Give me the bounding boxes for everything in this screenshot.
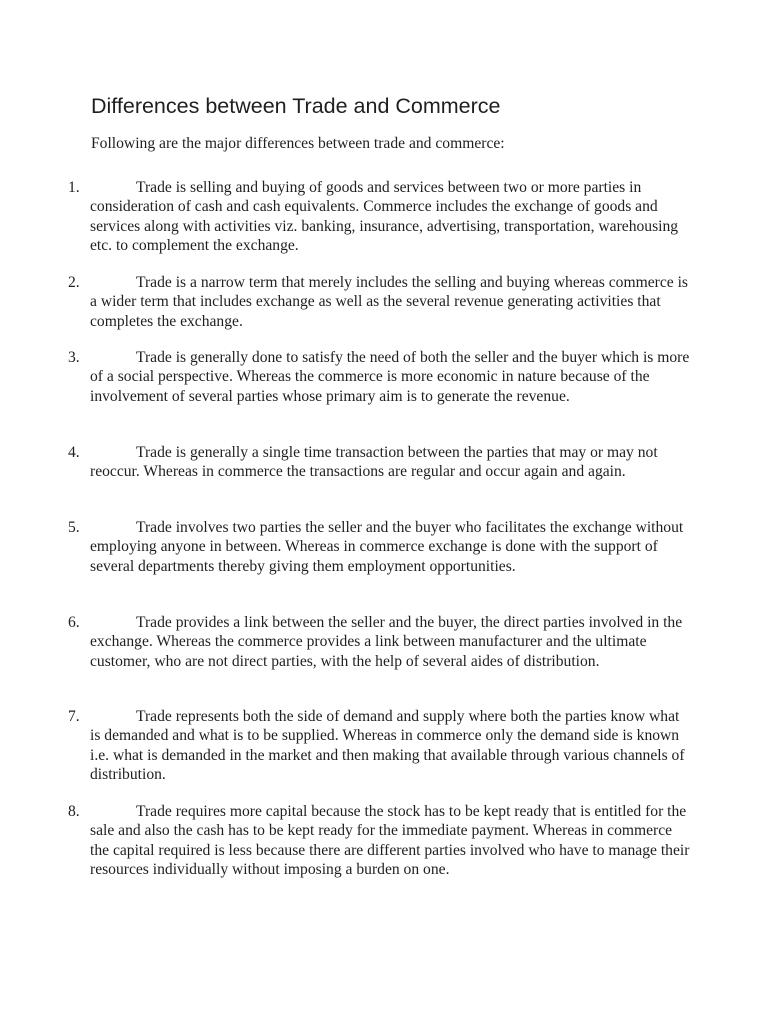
item-number: 2. bbox=[68, 274, 80, 291]
document-title: Differences between Trade and Commerce bbox=[91, 94, 501, 118]
item-text: Trade represents both the side of demand and supply where both the parties know what is demanded and what is to be supplied. Whereas in commerce only the demand side is known i.e. what is demanded in the market and then making that available through various channels of distribution. bbox=[90, 708, 685, 783]
item-number: 3. bbox=[68, 349, 80, 366]
item-text: Trade is a narrow term that merely includes the selling and buying whereas commerce is a wider term that includes exchange as well as the several revenue generating activities that completes the exchange. bbox=[90, 274, 688, 330]
item-number: 6. bbox=[68, 614, 80, 631]
item-text: Trade provides a link between the seller and the buyer, the direct parties involved in the exchange. Whereas the commerce provides a link between manufacturer and the ultimate customer, who are not direct parties, with the help of several aides of distribution. bbox=[90, 614, 683, 670]
item-number: 1. bbox=[68, 179, 80, 196]
item-number: 7. bbox=[68, 708, 80, 725]
item-number: 8. bbox=[68, 803, 80, 820]
item-text: Trade involves two parties the seller and the buyer who facilitates the exchange without employing anyone in between. Whereas in commerce exchange is done with the support of several departments thereby giving them employment opportunities. bbox=[90, 519, 684, 575]
item-number: 4. bbox=[68, 444, 80, 461]
intro-paragraph: Following are the major differences between trade and commerce: bbox=[91, 135, 505, 152]
item-number: 5. bbox=[68, 519, 80, 536]
item-text: Trade requires more capital because the stock has to be kept ready that is entitled for the sale and also the cash has to be kept ready for the immediate payment. Whereas in commerce the capital required is less because there are different parties involved who have to manage their resources individually without imposing a burden on one. bbox=[90, 803, 690, 878]
item-text: Trade is generally done to satisfy the need of both the seller and the buyer which is more of a social perspective. Whereas the commerce is more economic in nature because of the involvement of several parties whose primary aim is to generate the revenue. bbox=[90, 349, 690, 405]
item-text: Trade is generally a single time transaction between the parties that may or may not reoccur. Whereas in commerce the transactions are regular and occur again and again. bbox=[90, 444, 658, 481]
item-text: Trade is selling and buying of goods and services between two or more parties in consideration of cash and cash equivalents. Commerce includes the exchange of goods and services along with activities viz. banking, insurance, advertising, transportation, warehousing etc. to complement the exchange. bbox=[90, 179, 679, 254]
